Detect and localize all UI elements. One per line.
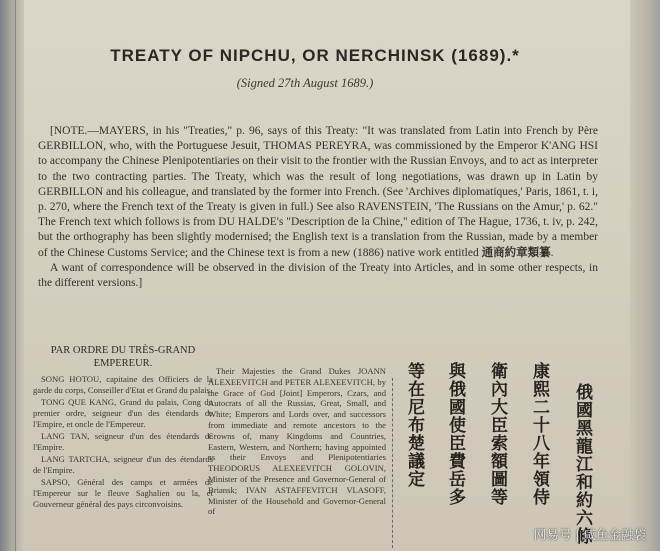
watermark: 网易号 | 咸鱼金融袋	[533, 527, 646, 542]
french-heading-line-1: PAR ORDRE DU TRÈS-GRAND	[50, 345, 196, 356]
note-paragraph-1-end: .	[550, 246, 554, 259]
chinese-column-5: 等在尼布楚議定	[404, 362, 424, 488]
book-spine-shadow	[0, 0, 24, 551]
chinese-column-3: 衛內大臣索額圖等	[487, 362, 507, 506]
english-text: Their Majesties the Grand Dukes JOANN ALEXEEVITCH and PETER ALEXEEVITCH, by the Grace of God [Joint] Emperors, Czars, and Autocrats of all the Russias, Great, Small, and White; Emperors and Lords over, and successors from immediate and remote ancestors to the Crowns of, many Kingdoms and Countries, Eastern, Western, and Northern; having appointed as their Envoys and Plenipotentiaries THEODORUS ALEXEEVITCH GOLOVIN, Minister of the Presence and Governor-General of Briansk; IVAN ASTAFFEVITCH VLASOFF, Minister of the Household and Governor-General of	[208, 366, 386, 517]
column-divider	[392, 378, 393, 548]
page-right-edge	[630, 0, 660, 551]
french-entry: TONG QUE KANG, Grand du palais, Cong du premier ordre, seigneur d'un des étendards de l'Empire, et oncle de l'Empereur.	[33, 397, 213, 429]
editor-note	[38, 124, 598, 291]
french-entry: LANG TARTCHA, seigneur d'un des étendards de l'Empire.	[33, 454, 213, 475]
french-heading	[48, 344, 198, 370]
chinese-column-4: 與俄國使臣費岳多	[445, 362, 465, 506]
note-paragraph-2: A want of correspondence will be observed in the division of the Treaty into Articles, and in some other respects, in the different versions.]	[38, 261, 598, 290]
treaty-title: TREATY OF NIPCHU, OR NERCHINSK (1689).*	[110, 46, 520, 65]
french-column	[33, 374, 213, 511]
note-paragraph-1-text: [NOTE.—MAYERS, in his "Treaties," p. 96, says of this Treaty: "It was translated from Latin into French by Père GERBILLON, who, with the Portuguese Jesuit, THOMAS PEREYRA, was commissioned by the Emperor K'ANG HSI to accompany the Chinese Plenipotentiaries on their visit to the frontier with the Russian Envoys, and to act as interpreter to the two contracting parties. The Treaty, which was the result of long negotiations, was drawn up in Latin by GERBILLON and his colleague, and translated by the former into French. (See 'Archives diplomatiques,' Paris, 1861, t. i, p. 270, where the French text of the Treaty is given in full.) See also RAVENSTEIN, 'The Russians on the Amur,' p. 62." The French text which follows is from DU HALDE's "Description de la Chine," edition of The Hague, 1736, t. iv, p. 242, but the orthography has been slightly modernised; the English text is a translation from the Russian, made by a member of the Chinese Customs Service; and the Chinese text is from a new (1886) native work entitled	[38, 125, 598, 259]
french-entry: SAPSO, Général des camps et armées de l'Empereur sur le fleuve Saghalien ou la, et Gouverneur général des pays circonvoisins.	[33, 477, 213, 509]
chinese-column-1: 俄國黑龍江和約六條	[572, 383, 592, 545]
treaty-subtitle: (Signed 27th August 1689.)	[236, 76, 374, 90]
french-entry: LANG TAN, seigneur d'un des étendards de l'Empire.	[33, 430, 213, 452]
book-gutter-line	[15, 0, 16, 551]
english-column	[208, 366, 386, 517]
note-paragraph-1	[38, 124, 598, 261]
french-entry: SONG HOTOU, capitaine des Officiers de la garde du corps, Conseiller d'Etat et Grand du palais.	[33, 374, 213, 395]
chinese-column-2: 康熙二十八年領侍	[529, 362, 549, 506]
french-heading-line-2: EMPEREUR.	[93, 358, 153, 369]
chinese-work-title: 通商約章類纂	[481, 246, 551, 259]
